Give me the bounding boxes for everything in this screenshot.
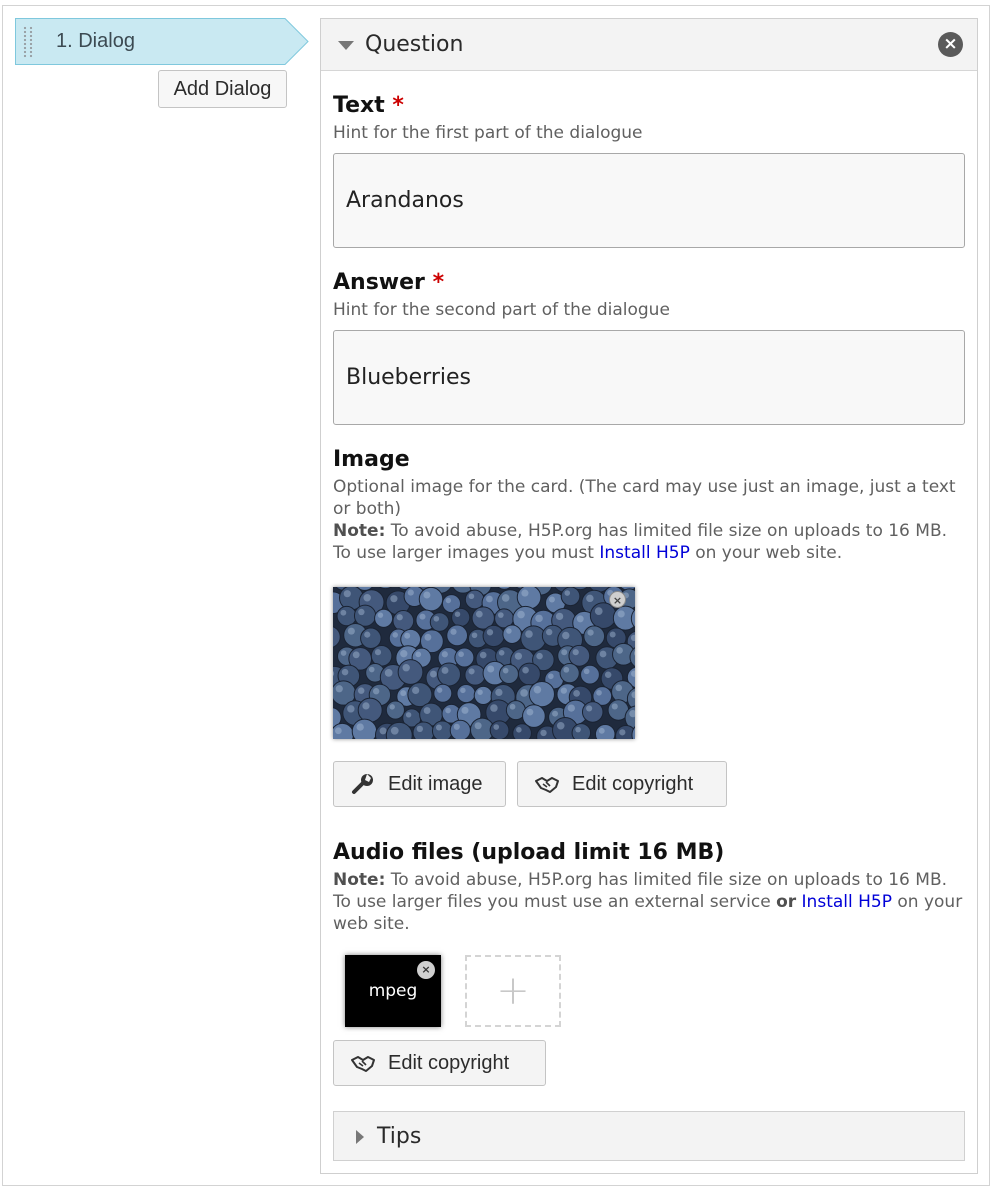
- edit-image-label: Edit image: [388, 772, 483, 795]
- blueberries-image-graphic: [333, 587, 635, 739]
- note-label: Note:: [333, 870, 386, 890]
- edit-copyright-label: Edit copyright: [388, 1051, 510, 1074]
- wrench-icon: [350, 773, 376, 795]
- note-end: on your web site.: [333, 892, 963, 934]
- dialog-item-label: 1. Dialog: [56, 30, 135, 52]
- image-field-label: Image: [333, 447, 410, 472]
- image-field-description: [333, 476, 963, 564]
- remove-audio-icon[interactable]: ×: [417, 961, 435, 979]
- question-panel: [320, 18, 978, 1174]
- note-text: To avoid abuse, H5P.org has limited file size on uploads to 16 MB. To use larger images you must: [333, 521, 948, 563]
- audio-field-label: Audio files (upload limit 16 MB): [333, 840, 725, 865]
- text-label: Text: [333, 93, 385, 118]
- edit-copyright-label: Edit copyright: [572, 772, 694, 795]
- panel-title: Question: [365, 32, 464, 57]
- required-marker: *: [392, 93, 404, 118]
- note-or: or: [776, 892, 797, 912]
- answer-input[interactable]: Blueberries: [333, 330, 965, 425]
- image-hint: Optional image for the card. (The card may use just an image, just a text or both): [333, 477, 956, 519]
- remove-image-icon[interactable]: ×: [609, 591, 626, 608]
- install-h5p-link[interactable]: Install H5P: [599, 543, 690, 563]
- required-marker: *: [432, 270, 445, 295]
- collapse-arrow-icon[interactable]: [338, 41, 354, 50]
- edit-audio-copyright-button[interactable]: [333, 1040, 546, 1086]
- add-audio-button[interactable]: +: [465, 955, 561, 1027]
- answer-field-label: [333, 270, 444, 295]
- tips-section-header[interactable]: [333, 1111, 965, 1161]
- handshake-icon: [534, 773, 560, 795]
- audio-file-thumb[interactable]: mpeg: [345, 955, 441, 1027]
- question-panel-header[interactable]: [321, 19, 977, 71]
- drag-handle-icon[interactable]: [22, 26, 34, 58]
- text-input[interactable]: Arandanos: [333, 153, 965, 248]
- add-dialog-button[interactable]: Add Dialog: [158, 70, 287, 108]
- text-field-hint: Hint for the first part of the dialogue: [333, 123, 643, 143]
- edit-image-copyright-button[interactable]: [517, 761, 727, 807]
- audio-field-description: [333, 869, 963, 935]
- note-label: Note:: [333, 521, 386, 541]
- text-field-label: [333, 93, 404, 118]
- handshake-icon: [350, 1052, 376, 1074]
- expand-arrow-icon[interactable]: [356, 1130, 364, 1144]
- install-h5p-link[interactable]: Install H5P: [801, 892, 892, 912]
- note-text: To avoid abuse, H5P.org has limited file size on uploads to 16 MB. To use larger files you must use an external service: [333, 870, 948, 912]
- remove-question-icon[interactable]: ×: [938, 32, 963, 57]
- answer-label: Answer: [333, 270, 425, 295]
- blueberries-image[interactable]: [333, 587, 635, 739]
- edit-image-button[interactable]: [333, 761, 506, 807]
- tips-label: Tips: [377, 1124, 422, 1149]
- answer-field-hint: Hint for the second part of the dialogue: [333, 300, 670, 320]
- note-end: on your web site.: [689, 543, 843, 563]
